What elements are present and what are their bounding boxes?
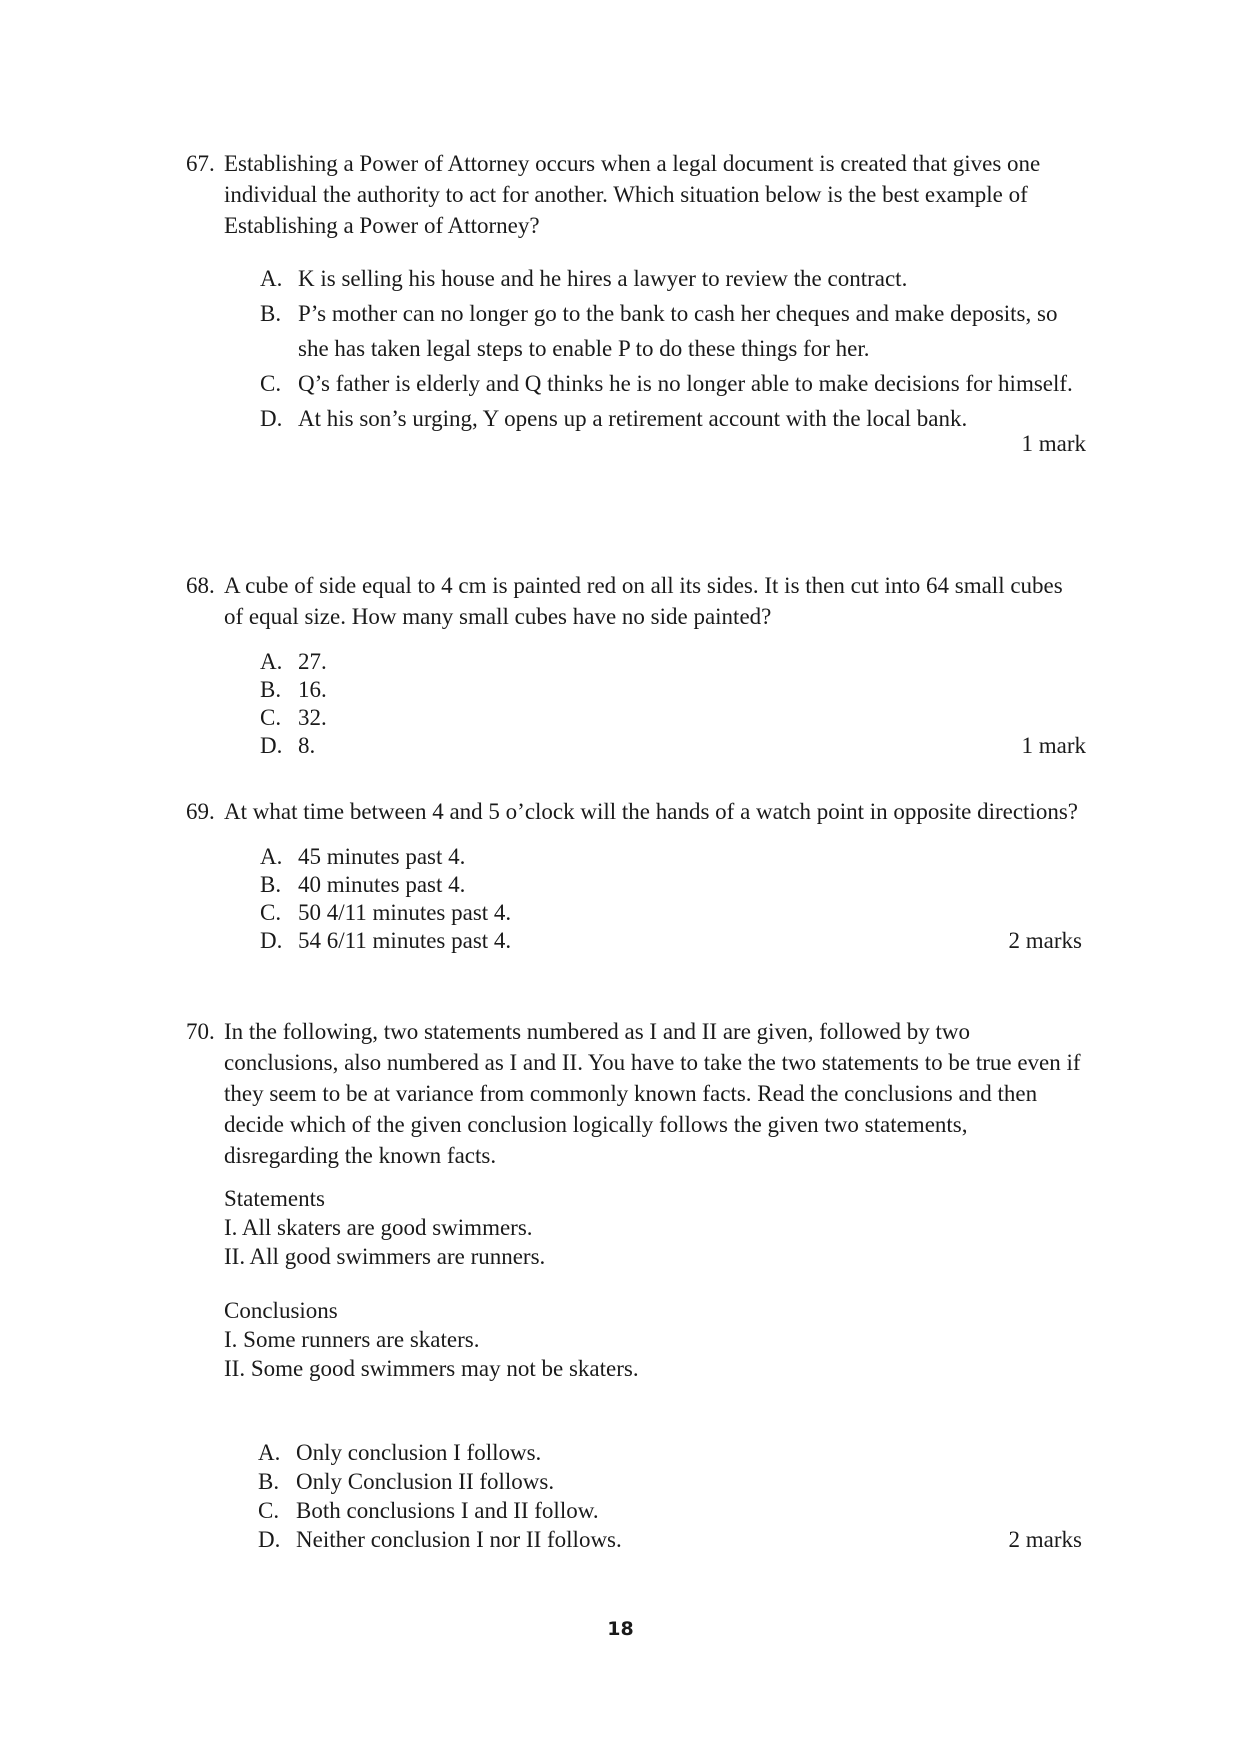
question-number: 69. bbox=[186, 799, 215, 824]
statements-heading: Statements bbox=[224, 1186, 325, 1211]
option-a: A. Only conclusion I follows. bbox=[258, 1440, 542, 1465]
option-d: D. Neither conclusion I nor II follows. 2 marks bbox=[258, 1527, 1082, 1552]
question-text: In the following, two statements numbered as I and II are given, followed by two conclusions, also numbered as I and II. You have to take the two statements to be true even if they seem to be at variance from commonly known facts. Read the conclusions and then decide which of the given conclusion logically follows the given two statements, disregarding the known facts. bbox=[224, 1019, 1081, 1168]
question-68 bbox=[186, 570, 1086, 760]
question-67 bbox=[186, 148, 1086, 464]
option-d: D. 8. 1 mark bbox=[260, 733, 1086, 758]
option-c: C. Both conclusions I and II follow. bbox=[258, 1498, 599, 1523]
marks-label: 2 marks bbox=[1008, 1527, 1082, 1552]
option-b: B. Only Conclusion II follows. bbox=[258, 1469, 555, 1494]
page-number: 18 bbox=[607, 1618, 634, 1640]
question-text: A cube of side equal to 4 cm is painted red on all its sides. It is then cut into 64 small cubes of equal size. How many small cubes have no side painted? bbox=[224, 573, 1063, 629]
question-number: 68. bbox=[186, 573, 215, 598]
marks-label: 1 mark bbox=[1021, 431, 1086, 456]
option-b: B. 40 minutes past 4. bbox=[260, 872, 466, 897]
option-a: A. 27. bbox=[260, 649, 327, 674]
marks-label: 1 mark bbox=[1021, 733, 1086, 758]
option-b: B. P’s mother can no longer go to the bank to cash her cheques and make deposits, so she has taken legal steps to enable P to do these things for her. bbox=[260, 301, 1058, 361]
statement-2: II. All good swimmers are runners. bbox=[224, 1244, 546, 1269]
option-d: D. 54 6/11 minutes past 4. 2 marks bbox=[260, 928, 1082, 953]
statement-1: I. All skaters are good swimmers. bbox=[224, 1215, 533, 1240]
question-70 bbox=[186, 1016, 1086, 1554]
question-number: 67. bbox=[186, 151, 215, 176]
conclusion-1: I. Some runners are skaters. bbox=[224, 1327, 480, 1352]
option-c: C. 50 4/11 minutes past 4. bbox=[260, 900, 512, 925]
option-d: D. At his son’s urging, Y opens up a retirement account with the local bank. bbox=[260, 406, 968, 431]
option-a: A. 45 minutes past 4. bbox=[260, 844, 466, 869]
conclusion-2: II. Some good swimmers may not be skaters. bbox=[224, 1356, 639, 1381]
option-b: B. 16. bbox=[260, 677, 327, 702]
question-text: At what time between 4 and 5 o’clock will the hands of a watch point in opposite directions? bbox=[224, 799, 1078, 824]
question-number: 70. bbox=[186, 1019, 215, 1044]
question-text: Establishing a Power of Attorney occurs when a legal document is created that gives one individual the authority to act for another. Which situation below is the best example of Establishing a Power of Attorney? bbox=[224, 151, 1041, 238]
marks-label: 2 marks bbox=[1008, 928, 1082, 953]
question-69 bbox=[186, 796, 1086, 955]
option-c: C. 32. bbox=[260, 705, 327, 730]
option-a: A. K is selling his house and he hires a lawyer to review the contract. bbox=[260, 266, 908, 291]
conclusions-heading: Conclusions bbox=[224, 1298, 338, 1323]
option-c: C. Q’s father is elderly and Q thinks he is no longer able to make decisions for himself. bbox=[260, 371, 1073, 396]
